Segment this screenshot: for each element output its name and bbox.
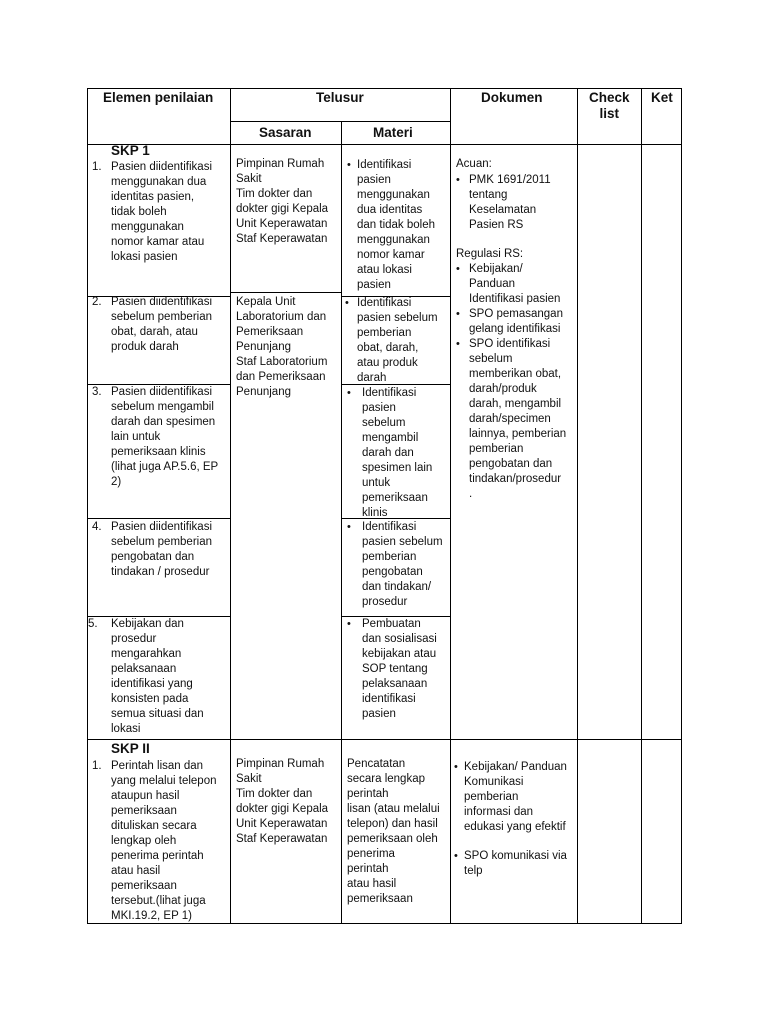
skp1-materi2-bullet: • <box>345 297 349 309</box>
header-check-list: Check list <box>589 90 630 121</box>
skp1-materi5-bullet: • <box>347 618 351 630</box>
skp2-dokumen2-bullet: • <box>454 850 458 862</box>
skp1-materi2-text: Identifikasi pasien sebelum pemberian obat, darah, atau produk darah <box>357 297 438 384</box>
skp1-sasaran-pimpinan: Pimpinan Rumah Sakit Tim dokter dan dokter gigi Kepala Unit Keperawatan Staf Keperawatan <box>236 158 329 245</box>
skp1-item5-text: Kebijakan dan prosedur mengarahkan pelaksanaan identifikasi yang konsisten pada semua situasi dan lokasi <box>111 618 204 735</box>
skp1-item4-text: Pasien diidentifikasi sebelum pemberian pengobatan dan tindakan / prosedur <box>111 521 213 578</box>
skp1-item2-number: 2. <box>92 296 102 308</box>
skp1-materi4-bullet: • <box>347 521 351 533</box>
skp2-dokumen1-text: Kebijakan/ Panduan Komunikasi pemberian informasi dan edukasi yang efektif <box>464 761 567 833</box>
skp1-materi3-text: Identifikasi pasien sebelum mengambil darah dan spesimen lain untuk pemeriksaan klinis <box>362 387 433 519</box>
header-dokumen: Dokumen <box>481 90 543 105</box>
skp2-dokumen2-text: SPO komunikasi via telp <box>464 850 567 877</box>
skp1-dokumen-acuan-bullet: • <box>456 174 460 186</box>
skp2-item1-text: Perintah lisan dan yang melalui telepon ataupun hasil pemeriksaan dituliskan secara lengkap oleh penerima perintah atau hasil pemeriksaan tersebut.(lihat juga MKI.19.2, EP 1) <box>111 760 217 922</box>
skp1-sasaran-laboratorium: Kepala Unit Laboratorium dan Pemeriksaan Penunjang Staf Laboratorium dan Pemeriksaan Penunjang <box>236 296 328 398</box>
skp1-dokumen-acuan-label: Acuan: <box>456 158 492 170</box>
header-materi: Materi <box>373 125 413 140</box>
skp1-dokumen-regulasi1-bullet: • <box>456 263 460 275</box>
skp1-item5-number: 5. <box>88 618 98 630</box>
skp1-materi3-bullet: • <box>347 387 351 399</box>
skp2-title: SKP II <box>111 741 150 756</box>
header-ket: Ket <box>651 90 673 105</box>
skp1-dokumen-regulasi2-bullet: • <box>456 308 460 320</box>
skp2-materi: Pencatatan secara lengkap perintah lisan (atau melalui telepon) dan hasil pemeriksaan oleh penerima perintah atau hasil pemeriksaan <box>347 758 440 905</box>
skp1-materi1-text: Identifikasi pasien menggunakan dua identitas dan tidak boleh menggunakan nomor kamar atau lokasi pasien <box>357 159 436 291</box>
skp1-materi4-text: Identifikasi pasien sebelum pemberian pengobatan dan tindakan/ prosedur <box>362 521 443 608</box>
skp1-dokumen-regulasi-label: Regulasi RS: <box>456 248 524 260</box>
header-telusur: Telusur <box>316 90 364 105</box>
skp1-dokumen-regulasi3-bullet: • <box>456 338 460 350</box>
skp1-dokumen-regulasi3-text: SPO identifikasi sebelum memberikan obat, darah/produk darah, mengambil darah/specimen lainnya, pemberian pemberian pengobatan dan tindakan/prosedur . <box>469 338 567 500</box>
skp1-item3-number: 3. <box>92 386 102 398</box>
skp2-sasaran: Pimpinan Rumah Sakit Tim dokter dan dokter gigi Kepala Unit Keperawatan Staf Keperawatan <box>236 758 329 845</box>
skp1-dokumen-regulasi1-text: Kebijakan/ Panduan Identifikasi pasien <box>469 263 561 305</box>
skp2-dokumen1-bullet: • <box>454 761 458 773</box>
skp1-item3-text: Pasien diidentifikasi sebelum mengambil darah dan spesimen lain untuk pemeriksaan klinis (lihat juga AP.5.6, EP 2) <box>111 386 219 488</box>
skp2-item1-number: 1. <box>92 760 102 772</box>
skp1-item1-number: 1. <box>92 161 102 173</box>
skp1-item1-text: Pasien diidentifikasi menggunakan dua identitas pasien, tidak boleh menggunakan nomor kamar atau lokasi pasien <box>111 161 213 263</box>
header-elemen-penilaian: Elemen penilaian <box>103 90 214 105</box>
skp1-item2-text: Pasien diidentifikasi sebelum pemberian obat, darah, atau produk darah <box>111 296 213 353</box>
header-sasaran: Sasaran <box>259 125 312 140</box>
skp1-materi1-bullet: • <box>347 159 351 171</box>
skp1-dokumen-regulasi2-text: SPO pemasangan gelang identifikasi <box>469 308 563 335</box>
skp1-dokumen-acuan-item: PMK 1691/2011 tentang Keselamatan Pasien RS <box>469 174 551 231</box>
skp1-title: SKP 1 <box>111 143 150 158</box>
skp1-materi5-text: Pembuatan dan sosialisasi kebijakan atau SOP tentang pelaksanaan identifikasi pasien <box>362 618 437 720</box>
skp1-item4-number: 4. <box>92 521 102 533</box>
